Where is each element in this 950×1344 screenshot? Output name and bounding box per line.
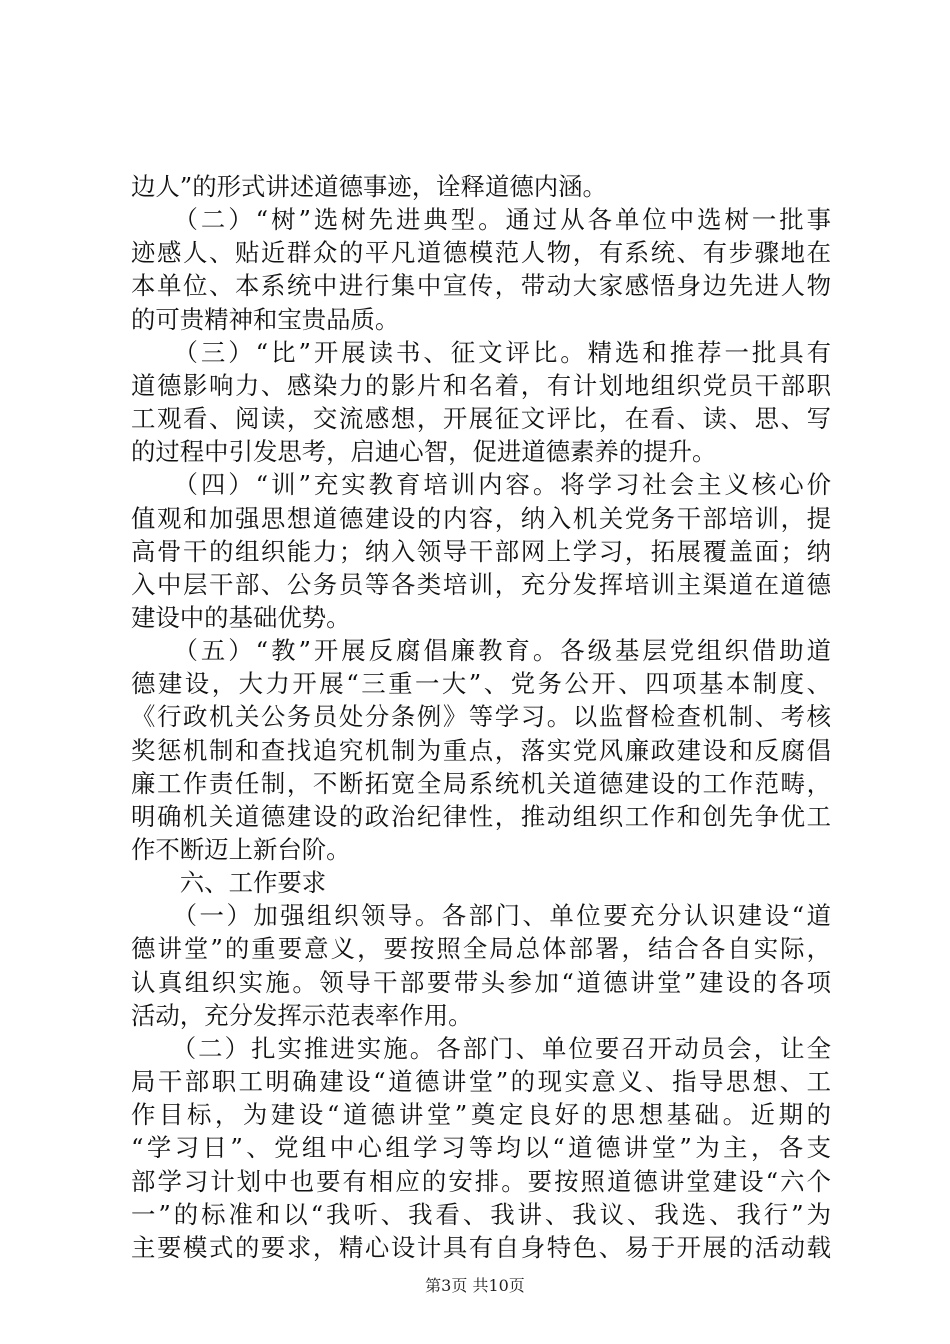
- text-line: 六、工作要求: [131, 868, 327, 898]
- text-line: 主要模式的要求，精心设计具有自身特色、易于开展的活动载: [131, 1232, 831, 1262]
- text-line: “学习日”、党组中心组学习等均以“道德讲堂”为主，各支: [131, 1133, 831, 1163]
- text-line: 部学习计划中也要有相应的安排。要按照道德讲堂建设“六个: [131, 1166, 831, 1196]
- text-line: 廉工作责任制，不断拓宽全局系统机关道德建设的工作范畴，: [131, 768, 831, 798]
- text-line: （五）“教”开展反腐倡廉教育。各级基层党组织借助道: [131, 636, 831, 666]
- text-line: 奖惩机制和查找追究机制为重点，落实党风廉政建设和反腐倡: [131, 735, 831, 765]
- text-line: 迹感人、贴近群众的平凡道德模范人物，有系统、有步骤地在: [131, 238, 831, 268]
- text-line: （三）“比”开展读书、征文评比。精选和推荐一批具有: [131, 337, 831, 367]
- text-line: 作不断迈上新台阶。: [131, 835, 351, 864]
- text-line: 明确机关道德建设的政治纪律性，推动组织工作和创先争优工: [131, 801, 831, 831]
- text-line: 德建设，大力开展“三重一大”、党务公开、四项基本制度、: [131, 669, 831, 699]
- text-line: 建设中的基础优势。: [131, 602, 351, 632]
- text-line: 局干部职工明确建设“道德讲堂”的现实意义、指导思想、工: [131, 1067, 831, 1097]
- text-line: 值观和加强思想道德建设的内容，纳入机关党务干部培训，提: [131, 503, 831, 533]
- text-line: 边人”的形式讲述道德事迹，诠释道德内涵。: [131, 172, 607, 201]
- text-line: 道德影响力、感染力的影片和名着，有计划地组织党员干部职: [131, 370, 831, 400]
- text-line: 一”的标准和以“我听、我看、我讲、我议、我选、我行”为: [131, 1199, 831, 1229]
- text-line: 作目标，为建设“道德讲堂”奠定良好的思想基础。近期的: [131, 1100, 831, 1130]
- text-line: 活动，充分发挥示范表率作用。: [131, 1000, 473, 1030]
- text-line: 的过程中引发思考，启迪心智，促进道德素养的提升。: [131, 437, 717, 467]
- text-line: （二）“树”选树先进典型。通过从各单位中选树一批事: [131, 205, 831, 235]
- text-line: 认真组织实施。领导干部要带头参加“道德讲堂”建设的各项: [131, 967, 831, 997]
- text-line: 《行政机关公务员处分条例》等学习。以监督检查机制、考核: [131, 702, 831, 732]
- text-line: 高骨干的组织能力；纳入领导干部网上学习，拓展覆盖面；纳: [131, 536, 831, 566]
- text-line: （二）扎实推进实施。各部门、单位要召开动员会，让全: [131, 1033, 831, 1063]
- text-line: 工观看、阅读，交流感想，开展征文评比，在看、读、思、写: [131, 404, 831, 434]
- text-line: （四）“训”充实教育培训内容。将学习社会主义核心价: [131, 470, 831, 500]
- text-line: 本单位、本系统中进行集中宣传，带动大家感悟身边先进人物: [131, 271, 831, 301]
- text-line: 的可贵精神和宝贵品质。: [131, 304, 400, 334]
- text-line: 德讲堂”的重要意义，要按照全局总体部署，结合各自实际，: [131, 934, 831, 964]
- text-line: 入中层干部、公务员等各类培训，充分发挥培训主渠道在道德: [131, 569, 831, 599]
- text-line: （一）加强组织领导。各部门、单位要充分认识建设“道: [131, 901, 831, 931]
- page-footer: 第3页 共10页: [425, 1276, 525, 1295]
